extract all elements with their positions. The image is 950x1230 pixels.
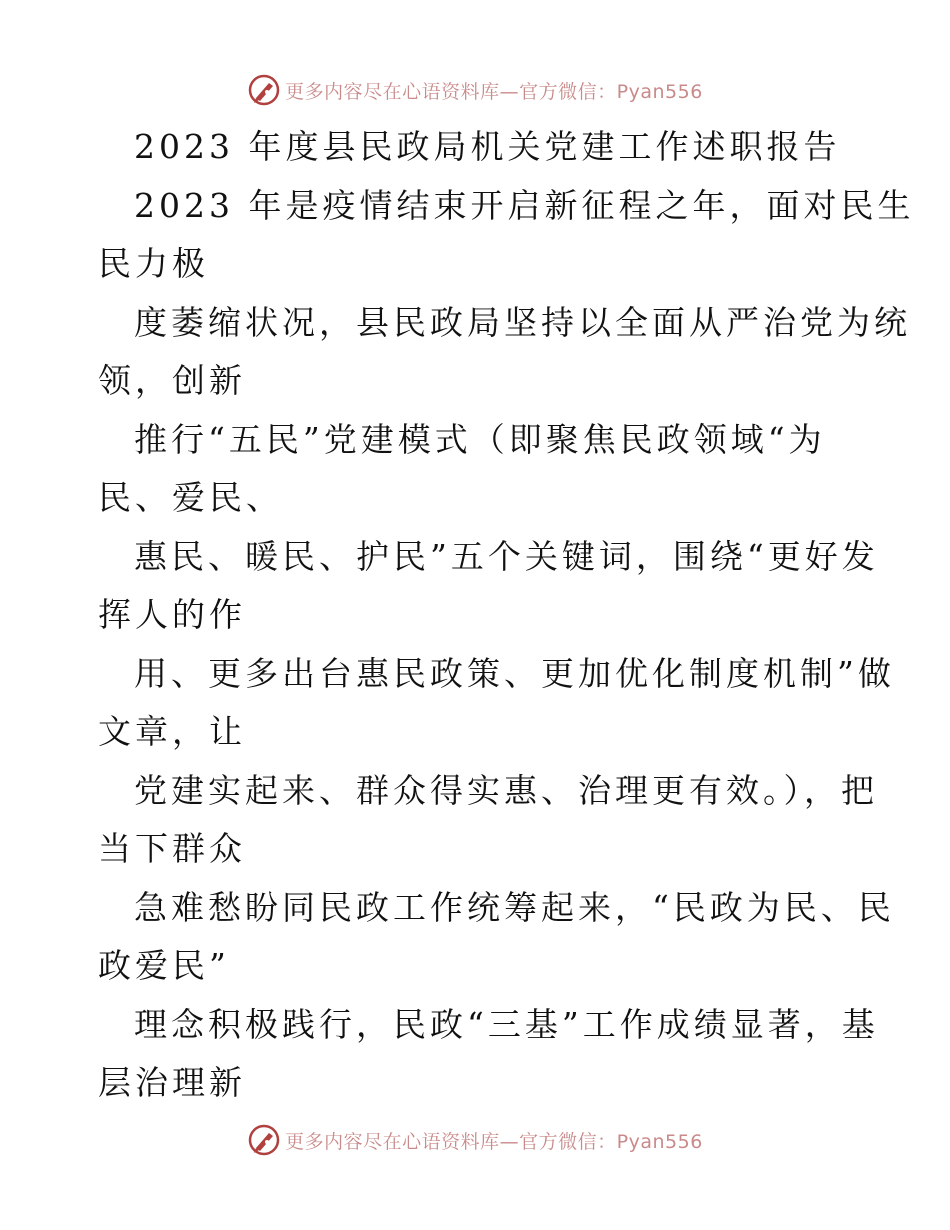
- document-body: [98, 118, 915, 1113]
- document-line: 惠民、暖民、护民”五个关键词，围绕“更好发: [134, 536, 879, 576]
- document-line: 党建实起来、群众得实惠、治理更有效。），把: [134, 770, 878, 810]
- document-line: 2023 年度县民政局机关党建工作述职报告: [134, 127, 841, 166]
- document-line: 推行“五民”党建模式（即聚焦民政领域“为: [134, 419, 826, 459]
- document-line: 民、爱民、: [98, 478, 283, 517]
- document-line: 2023 年是疫情结束开启新征程之年，面对民生: [134, 185, 915, 225]
- document-line: 急难愁盼同民政工作统筹起来，“民政为民、民: [134, 887, 895, 927]
- pen-logo-icon: [247, 73, 281, 107]
- document-line: 当下群众: [98, 829, 246, 868]
- document-line: 度萎缩状况，县民政局坚持以全面从严治党为统: [134, 302, 911, 342]
- footer-watermark-banner: [0, 1120, 950, 1160]
- document-line: 挥人的作: [98, 595, 246, 634]
- document-line: 领，创新: [98, 361, 246, 400]
- document-line: 层治理新: [98, 1063, 246, 1102]
- document-line: 民力极: [98, 244, 209, 283]
- watermark-text: 更多内容尽在心语资料库—官方微信：Pyan556: [285, 80, 703, 103]
- document-line: 用、更多出台惠民政策、更加优化制度机制”做: [134, 653, 895, 693]
- document-line: 文章，让: [98, 712, 246, 751]
- document-line: 政爱民”: [98, 946, 230, 985]
- watermark-text: 更多内容尽在心语资料库—官方微信：Pyan556: [285, 1130, 703, 1153]
- pen-logo-icon: [247, 1123, 281, 1157]
- document-line: 理念积极践行，民政“三基”工作成绩显著，基: [134, 1004, 879, 1044]
- header-watermark-banner: [0, 70, 950, 110]
